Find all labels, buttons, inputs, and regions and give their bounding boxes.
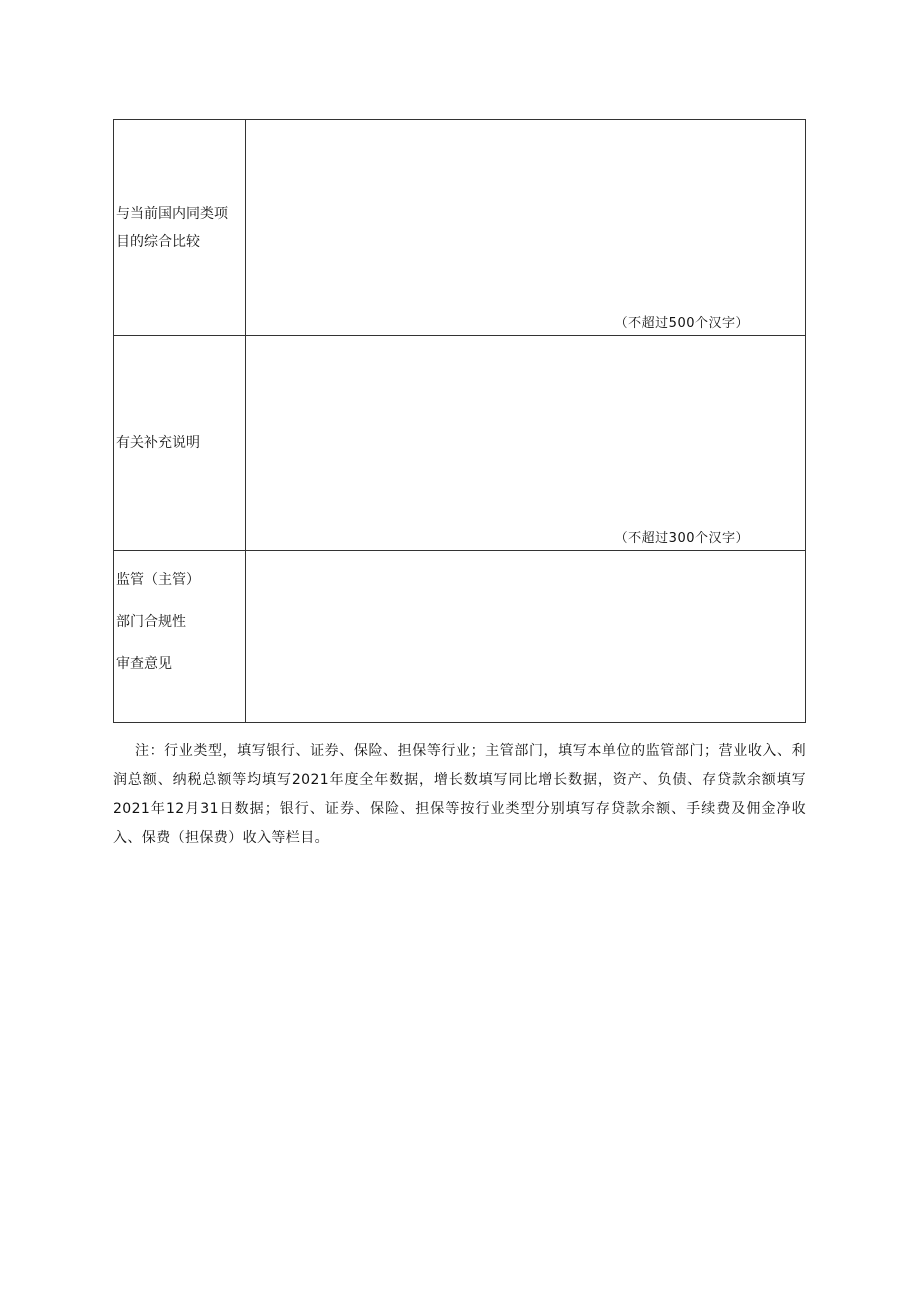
supplement-label	[116, 429, 245, 457]
compliance-label-line-2: 部门合规性	[116, 614, 186, 630]
supplement-label-cell	[114, 336, 246, 551]
footnote: 注：行业类型，填写银行、证券、保险、担保等行业；主管部门，填写本单位的监管部门；营业收入、利润总额、纳税总额等均填写2021年度全年数据，增长数填写同比增长数据，资产、负债、存贷款余额填写2021年12月31日数据；银行、证券、保险、担保等按行业类型分别填写存贷款余额、手续费及佣金净收入、保费（担保费）收入等栏目。	[113, 743, 806, 846]
form-table	[113, 119, 806, 723]
comparison-char-limit: （不超过500个汉字）	[614, 316, 749, 331]
supplement-label-line-1: 有关补充说明	[116, 435, 200, 451]
comparison-input-cell[interactable]	[246, 120, 806, 336]
comparison-label-line-2: 目的综合比较	[116, 233, 200, 250]
compliance-label-line-1: 监管（主管）	[116, 572, 200, 588]
table-row-supplement	[114, 336, 806, 551]
comparison-label-line-1: 与当前国内同类项	[116, 205, 228, 222]
table-row-comparison	[114, 120, 806, 336]
compliance-label-line-3: 审查意见	[116, 656, 172, 672]
compliance-label	[116, 559, 245, 685]
comparison-label-cell	[114, 120, 246, 336]
table-row-compliance-review	[114, 551, 806, 723]
supplement-char-limit: （不超过300个汉字）	[614, 531, 749, 546]
supplement-input-cell[interactable]	[246, 336, 806, 551]
compliance-label-cell	[114, 551, 246, 723]
comparison-label	[116, 200, 245, 256]
compliance-input-cell[interactable]	[246, 551, 806, 723]
